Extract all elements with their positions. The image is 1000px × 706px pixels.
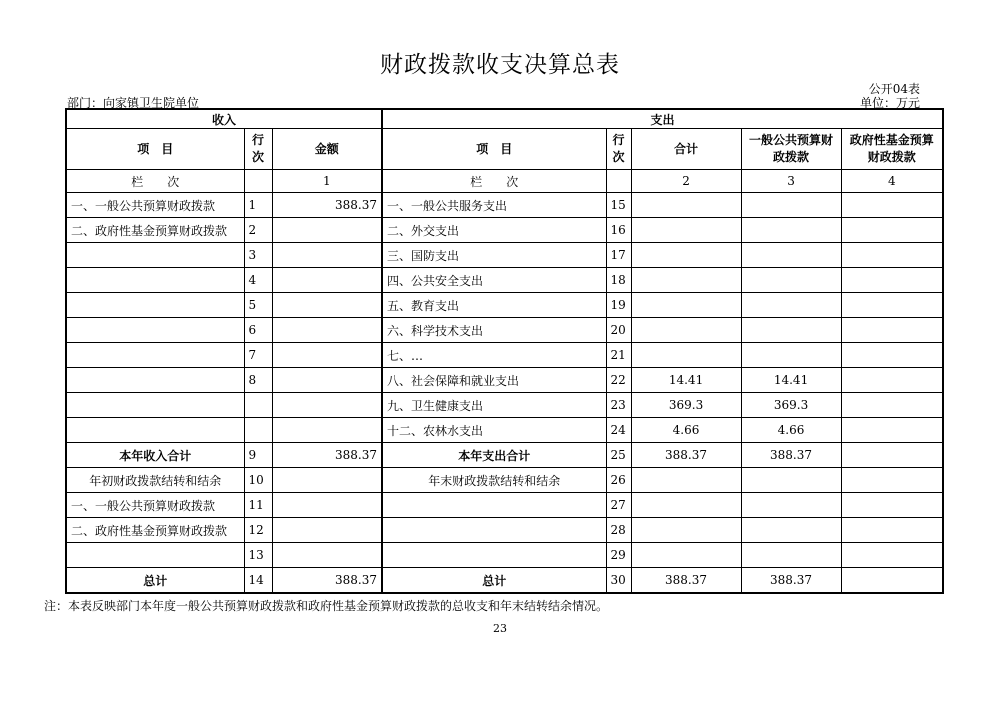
expense-item-cell bbox=[382, 543, 606, 568]
table-row bbox=[66, 443, 943, 468]
income-item-header: 项 目 bbox=[66, 129, 244, 170]
income-amount-cell: 388.37 bbox=[272, 193, 382, 218]
expense-general-cell: 369.3 bbox=[741, 393, 841, 418]
column-index-4: 4 bbox=[841, 170, 943, 193]
expense-total-cell: 388.37 bbox=[631, 568, 741, 594]
expense-row-no-cell: 29 bbox=[606, 543, 631, 568]
income-row-no-cell: 6 bbox=[244, 318, 272, 343]
table-row bbox=[66, 268, 943, 293]
income-amount-cell bbox=[272, 543, 382, 568]
expense-fund-cell bbox=[841, 468, 943, 493]
expense-total-cell bbox=[631, 293, 741, 318]
expense-total-cell bbox=[631, 543, 741, 568]
table-row bbox=[66, 243, 943, 268]
income-item-cell: 一、一般公共预算财政拨款 bbox=[66, 493, 244, 518]
expense-total-cell bbox=[631, 343, 741, 368]
income-item-cell: 一、一般公共预算财政拨款 bbox=[66, 193, 244, 218]
expense-total-cell: 388.37 bbox=[631, 443, 741, 468]
expense-total-cell bbox=[631, 193, 741, 218]
expense-row-no-cell: 25 bbox=[606, 443, 631, 468]
expense-general-cell bbox=[741, 343, 841, 368]
column-header-row bbox=[66, 129, 943, 170]
column-index-label: 栏 次 bbox=[66, 170, 244, 193]
expense-item-cell: 年末财政拨款结转和结余 bbox=[382, 468, 606, 493]
expense-row-no-cell: 24 bbox=[606, 418, 631, 443]
column-index-blank bbox=[244, 170, 272, 193]
income-amount-cell bbox=[272, 518, 382, 543]
table-row bbox=[66, 393, 943, 418]
expense-general-cell bbox=[741, 493, 841, 518]
income-amount-cell bbox=[272, 318, 382, 343]
expense-total-cell: 369.3 bbox=[631, 393, 741, 418]
income-row-no-cell: 7 bbox=[244, 343, 272, 368]
expense-item-cell bbox=[382, 493, 606, 518]
column-index-blank-2 bbox=[606, 170, 631, 193]
expense-item-cell: 七、… bbox=[382, 343, 606, 368]
expense-general-cell bbox=[741, 518, 841, 543]
expense-fund-cell bbox=[841, 293, 943, 318]
expense-general-cell bbox=[741, 543, 841, 568]
expense-fund-cell bbox=[841, 343, 943, 368]
expense-item-cell bbox=[382, 518, 606, 543]
income-row-no-cell bbox=[244, 393, 272, 418]
income-item-cell bbox=[66, 418, 244, 443]
expense-fund-cell bbox=[841, 418, 943, 443]
expense-general-cell: 14.41 bbox=[741, 368, 841, 393]
form-code: 公开04表 bbox=[868, 82, 920, 96]
income-row-no-header: 行次 bbox=[244, 129, 272, 170]
expense-general-cell: 388.37 bbox=[741, 443, 841, 468]
expense-total-cell bbox=[631, 468, 741, 493]
income-item-cell bbox=[66, 243, 244, 268]
income-item-cell bbox=[66, 293, 244, 318]
expense-item-cell: 二、外交支出 bbox=[382, 218, 606, 243]
income-amount-cell bbox=[272, 293, 382, 318]
expense-general-cell bbox=[741, 468, 841, 493]
income-row-no-cell: 14 bbox=[244, 568, 272, 594]
expense-item-cell: 一、一般公共服务支出 bbox=[382, 193, 606, 218]
expense-fund-cell bbox=[841, 268, 943, 293]
income-amount-header: 金额 bbox=[272, 129, 382, 170]
income-section-header: 收入 bbox=[66, 109, 382, 129]
expense-section-header: 支出 bbox=[382, 109, 943, 129]
table-row bbox=[66, 293, 943, 318]
page-number: 23 bbox=[493, 622, 507, 635]
expense-fund-cell bbox=[841, 243, 943, 268]
expense-item-cell: 六、科学技术支出 bbox=[382, 318, 606, 343]
income-row-no-cell bbox=[244, 418, 272, 443]
table-note: 注：本表反映部门本年度一般公共预算财政拨款和政府性基金预算财政拨款的总收支和年末结转结余情况。 bbox=[44, 599, 609, 613]
income-row-no-cell: 9 bbox=[244, 443, 272, 468]
expense-row-no-cell: 28 bbox=[606, 518, 631, 543]
page-title: 财政拨款收支决算总表 bbox=[380, 52, 620, 78]
expense-fund-cell bbox=[841, 218, 943, 243]
table-row bbox=[66, 368, 943, 393]
income-amount-cell bbox=[272, 493, 382, 518]
expense-item-cell: 八、社会保障和就业支出 bbox=[382, 368, 606, 393]
income-amount-cell bbox=[272, 243, 382, 268]
expense-total-header: 合计 bbox=[631, 129, 741, 170]
income-item-cell: 二、政府性基金预算财政拨款 bbox=[66, 218, 244, 243]
expense-item-header: 项 目 bbox=[382, 129, 606, 170]
income-amount-cell bbox=[272, 368, 382, 393]
expense-fund-cell bbox=[841, 518, 943, 543]
expense-row-no-cell: 21 bbox=[606, 343, 631, 368]
department-label: 部门：向家镇卫生院单位 bbox=[67, 96, 200, 110]
expense-row-no-cell: 18 bbox=[606, 268, 631, 293]
income-item-cell bbox=[66, 318, 244, 343]
expense-item-cell: 九、卫生健康支出 bbox=[382, 393, 606, 418]
expense-row-no-cell: 15 bbox=[606, 193, 631, 218]
income-row-no-cell: 13 bbox=[244, 543, 272, 568]
income-item-cell: 年初财政拨款结转和结余 bbox=[66, 468, 244, 493]
income-amount-cell bbox=[272, 468, 382, 493]
column-index-row bbox=[66, 170, 943, 193]
income-amount-cell: 388.37 bbox=[272, 443, 382, 468]
expense-total-cell bbox=[631, 518, 741, 543]
expense-item-cell: 五、教育支出 bbox=[382, 293, 606, 318]
expense-total-cell bbox=[631, 318, 741, 343]
section-header-row bbox=[66, 109, 943, 129]
income-amount-cell: 388.37 bbox=[272, 568, 382, 594]
expense-fund-cell bbox=[841, 543, 943, 568]
income-item-cell bbox=[66, 343, 244, 368]
expense-general-cell bbox=[741, 218, 841, 243]
expense-row-no-cell: 19 bbox=[606, 293, 631, 318]
expense-general-header: 一般公共预算财政拨款 bbox=[741, 129, 841, 170]
expense-fund-cell bbox=[841, 193, 943, 218]
expense-item-cell: 总计 bbox=[382, 568, 606, 594]
income-amount-cell bbox=[272, 218, 382, 243]
expense-general-cell bbox=[741, 268, 841, 293]
expense-row-no-header: 行次 bbox=[606, 129, 631, 170]
expense-row-no-cell: 22 bbox=[606, 368, 631, 393]
expense-fund-cell bbox=[841, 318, 943, 343]
income-row-no-cell: 4 bbox=[244, 268, 272, 293]
expense-general-cell bbox=[741, 318, 841, 343]
income-item-cell bbox=[66, 393, 244, 418]
expense-total-cell: 4.66 bbox=[631, 418, 741, 443]
expense-item-cell: 三、国防支出 bbox=[382, 243, 606, 268]
income-row-no-cell: 5 bbox=[244, 293, 272, 318]
income-row-no-cell: 10 bbox=[244, 468, 272, 493]
table-row bbox=[66, 418, 943, 443]
income-item-cell bbox=[66, 268, 244, 293]
budget-summary-table bbox=[65, 108, 944, 594]
expense-fund-cell bbox=[841, 493, 943, 518]
expense-total-cell bbox=[631, 218, 741, 243]
income-item-cell: 本年收入合计 bbox=[66, 443, 244, 468]
income-amount-cell bbox=[272, 418, 382, 443]
expense-row-no-cell: 17 bbox=[606, 243, 631, 268]
expense-fund-cell bbox=[841, 368, 943, 393]
table-row bbox=[66, 543, 943, 568]
income-row-no-cell: 12 bbox=[244, 518, 272, 543]
table-row bbox=[66, 468, 943, 493]
income-row-no-cell: 8 bbox=[244, 368, 272, 393]
table-row bbox=[66, 493, 943, 518]
expense-fund-header: 政府性基金预算财政拨款 bbox=[841, 129, 943, 170]
expense-general-cell bbox=[741, 293, 841, 318]
expense-row-no-cell: 16 bbox=[606, 218, 631, 243]
expense-item-cell: 十二、农林水支出 bbox=[382, 418, 606, 443]
expense-total-cell bbox=[631, 493, 741, 518]
column-index-1: 1 bbox=[272, 170, 382, 193]
expense-row-no-cell: 23 bbox=[606, 393, 631, 418]
table-row bbox=[66, 343, 943, 368]
expense-fund-cell bbox=[841, 568, 943, 594]
income-amount-cell bbox=[272, 343, 382, 368]
expense-general-cell bbox=[741, 243, 841, 268]
expense-row-no-cell: 20 bbox=[606, 318, 631, 343]
expense-fund-cell bbox=[841, 393, 943, 418]
income-item-cell bbox=[66, 368, 244, 393]
table-row bbox=[66, 568, 943, 594]
income-row-no-cell: 3 bbox=[244, 243, 272, 268]
column-index-3: 3 bbox=[741, 170, 841, 193]
expense-row-no-cell: 30 bbox=[606, 568, 631, 594]
expense-item-cell: 四、公共安全支出 bbox=[382, 268, 606, 293]
income-amount-cell bbox=[272, 268, 382, 293]
income-amount-cell bbox=[272, 393, 382, 418]
income-item-cell bbox=[66, 543, 244, 568]
column-index-label-2: 栏 次 bbox=[382, 170, 606, 193]
table-row bbox=[66, 318, 943, 343]
income-row-no-cell: 1 bbox=[244, 193, 272, 218]
column-index-2: 2 bbox=[631, 170, 741, 193]
expense-general-cell: 388.37 bbox=[741, 568, 841, 594]
expense-total-cell: 14.41 bbox=[631, 368, 741, 393]
expense-row-no-cell: 26 bbox=[606, 468, 631, 493]
table-row bbox=[66, 193, 943, 218]
expense-general-cell bbox=[741, 193, 841, 218]
expense-item-cell: 本年支出合计 bbox=[382, 443, 606, 468]
income-item-cell: 总计 bbox=[66, 568, 244, 594]
expense-total-cell bbox=[631, 243, 741, 268]
income-item-cell: 二、政府性基金预算财政拨款 bbox=[66, 518, 244, 543]
expense-row-no-cell: 27 bbox=[606, 493, 631, 518]
income-row-no-cell: 11 bbox=[244, 493, 272, 518]
table-row bbox=[66, 518, 943, 543]
table-row bbox=[66, 218, 943, 243]
expense-fund-cell bbox=[841, 443, 943, 468]
expense-total-cell bbox=[631, 268, 741, 293]
unit-label: 单位：万元 bbox=[859, 96, 920, 110]
income-row-no-cell: 2 bbox=[244, 218, 272, 243]
expense-general-cell: 4.66 bbox=[741, 418, 841, 443]
